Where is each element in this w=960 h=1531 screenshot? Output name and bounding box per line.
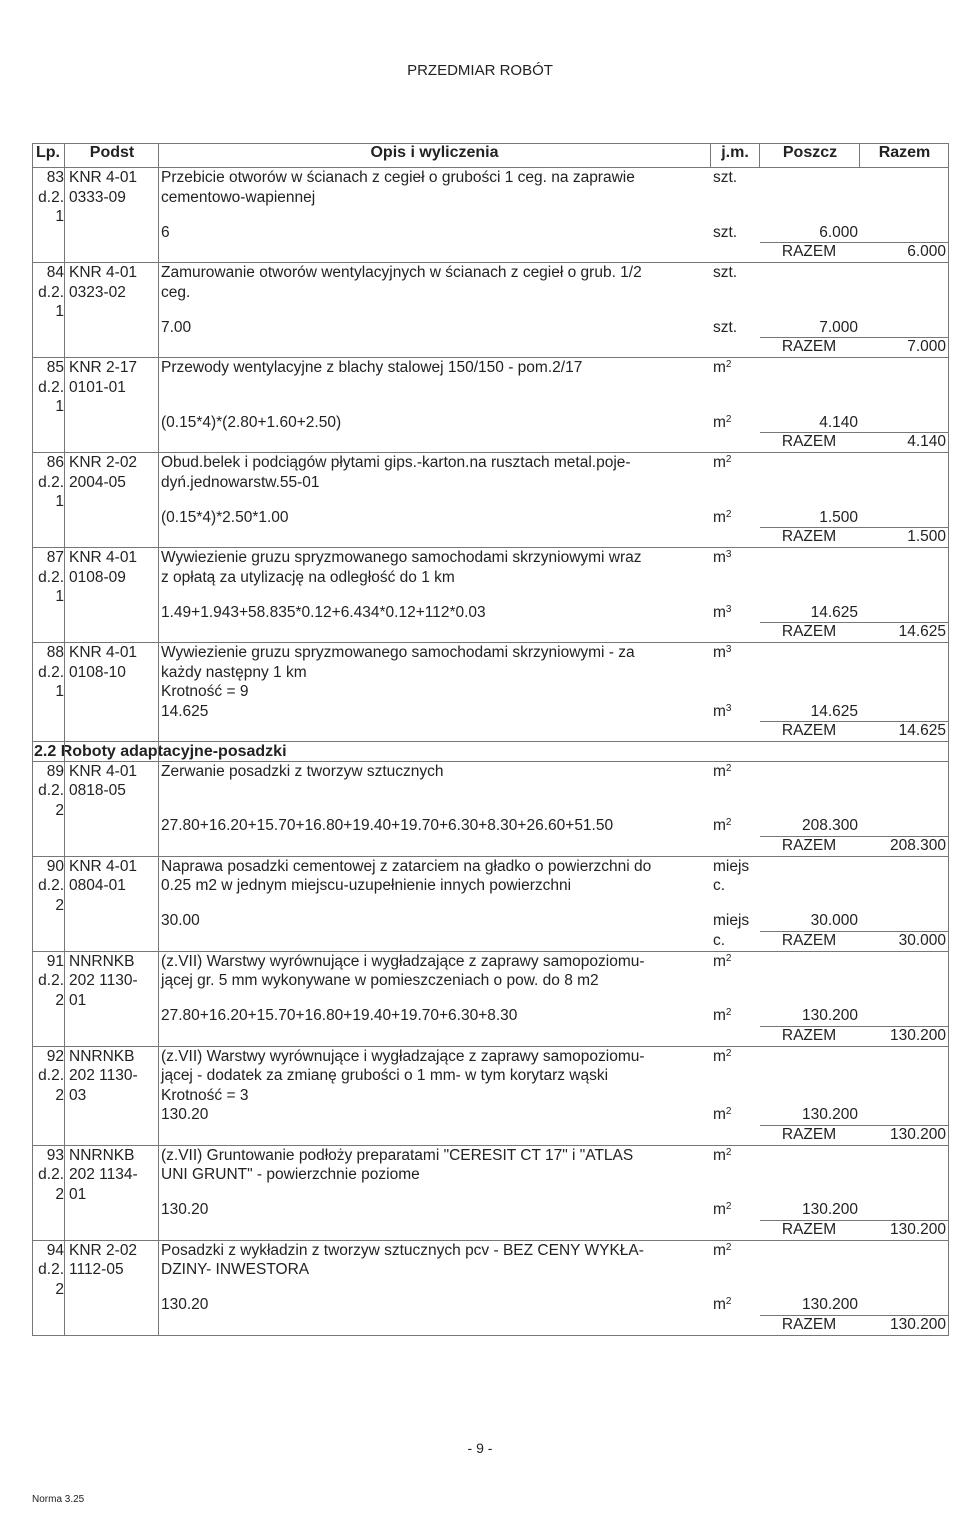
calc-unit: szt. [713,223,738,241]
calc-line: 6 [161,223,170,241]
item-lp: d.2. [38,188,64,206]
razem-label: RAZEM [781,1026,837,1044]
razem-label: RAZEM [781,1220,837,1238]
item-description: (z.VII) Gruntowanie podłoży preparatami "CERESIT CT 17" i "ATLAS [161,1146,634,1164]
item-basis: 01 [69,991,87,1009]
razem-value: 6.000 [907,243,946,260]
calc-value: 130.200 [801,1007,858,1024]
item-lp: 94 [46,1241,64,1259]
item-unit: $m^2$ [713,952,732,970]
column-rule [64,143,65,1335]
razem-value: 30.000 [898,931,946,949]
razem-label: RAZEM [781,338,837,355]
item-description: Naprawa posadzki cementowej z zatarciem na gładko o powierzchni do [161,857,652,875]
item-basis: 0108-10 [69,663,126,681]
calc-line: 27.80+16.20+15.70+16.80+19.40+19.70+6.30+8.30 [161,1007,518,1024]
razem-value: 130.200 [889,1125,946,1143]
item-basis: 2004-05 [69,473,126,491]
calc-unit: c. [713,931,726,949]
item-lp: d.2. [38,283,64,301]
item-description: dyń.jednowarstw.55-01 [161,473,320,491]
item-basis: 03 [69,1086,87,1104]
item-description: Posadzki z wykładzin z tworzyw sztucznych pcv - BEZ CENY WYKŁA- [161,1241,644,1259]
razem-value: 1.500 [907,528,946,545]
item-basis: 202 1134- [69,1166,138,1183]
razem-label: RAZEM [781,243,837,260]
item-description: Wywiezienie gruzu spryzmowanego samochodami skrzyniowymi wraz [161,549,642,566]
calc-value: 14.625 [810,702,858,720]
item-description: Zamurowanie otworów wentylacyjnych w ścianach z cegieł o grub. 1/2 [161,264,642,281]
column-rule [32,143,33,1335]
razem-label: RAZEM [781,722,837,739]
razem-value: 130.200 [889,1315,946,1333]
calc-line: 14.625 [161,702,209,720]
calc-value: 130.200 [801,1106,858,1123]
item-unit: $m^2$ [713,762,732,780]
item-lp: d.2. [38,972,64,989]
calc-value: 130.200 [801,1201,858,1218]
item-lp: 92 [46,1047,64,1065]
item-description: (z.VII) Warstwy wyrównujące i wygładzające z zaprawy samopoziomu- [161,952,645,970]
calc-value: 4.140 [819,413,858,431]
item-description: Obud.belek i podciągów płytami gips.-karton.na rusztach metal.poje- [161,454,631,471]
item-lp: 2 [55,1086,64,1104]
item-unit: $m^2$ [713,1146,732,1164]
item-lp: d.2. [38,1067,64,1084]
item-basis: 202 1130- [69,972,138,989]
item-description: (z.VII) Warstwy wyrównujące i wygładzające z zaprawy samopoziomu- [161,1047,645,1065]
calc-line: 130.20 [161,1106,209,1123]
item-basis: 0818-05 [69,782,126,799]
item-description: jącej - dodatek za zmianę grubości o 1 mm- w tym korytarz wąski [161,1067,609,1084]
item-basis: 1112-05 [69,1261,124,1278]
item-basis: KNR 4-01 [69,644,138,661]
item-lp: d.2. [38,378,64,396]
item-unit: c. [713,877,726,894]
header-jm: j.m. [721,144,749,161]
item-basis: KNR 2-02 [69,454,138,471]
calc-unit: $m^2$ [713,1106,732,1123]
item-lp: d.2. [38,568,64,586]
calc-unit: $m^2$ [713,1201,732,1218]
item-lp: 1 [55,398,64,415]
razem-value: 130.200 [889,1220,946,1238]
item-basis: KNR 4-01 [69,762,138,780]
item-lp: 83 [46,169,64,186]
item-lp: d.2. [38,1261,64,1278]
item-description: każdy następny 1 km [161,663,307,681]
column-rule [158,143,159,1335]
item-description: cementowo-wapiennej [161,188,316,206]
item-lp: 86 [46,454,64,471]
item-lp: 84 [46,264,64,281]
header-razem: Razem [878,144,931,161]
calc-unit: $m^2$ [713,508,732,526]
item-description: 0.25 m2 w jednym miejscu-uzupełnienie innych powierzchni [161,877,572,894]
item-lp: 2 [55,1280,64,1298]
calc-value: 1.500 [819,508,858,526]
item-lp: 87 [46,549,64,566]
item-basis: NNRNKB [69,1047,135,1065]
item-unit: $m^3$ [713,644,732,661]
page-number: - 9 - [467,1440,493,1456]
item-basis: KNR 2-02 [69,1241,138,1259]
item-lp: d.2. [38,877,64,894]
item-lp: 93 [46,1146,64,1164]
header-podst: Podst [89,144,135,161]
item-lp: 88 [46,644,64,661]
item-unit: $m^2$ [713,1241,732,1259]
item-lp: 90 [46,857,64,875]
calc-value: 130.200 [801,1296,858,1313]
column-rule [948,143,949,1335]
item-lp: d.2. [38,663,64,681]
header-opis: Opis i wyliczenia [370,144,499,161]
row-rule [32,1335,949,1336]
item-basis: 0333-09 [69,188,126,206]
item-description: z opłatą za utylizację na odległość do 1 km [161,568,455,586]
item-basis: KNR 4-01 [69,857,138,875]
header-poszcz: Poszcz [782,144,838,161]
razem-value: 14.625 [898,722,946,739]
item-basis: 202 1130- [69,1067,138,1084]
cost-estimate-table [32,143,949,1378]
item-description: Krotność = 9 [161,683,249,700]
section-header: 2.2 Roboty adaptacyjne-posadzki [34,742,287,760]
item-lp: 2 [55,801,64,819]
item-description: Przewody wentylacyjne z blachy stalowej 150/150 - pom.2/17 [161,359,583,376]
page-title: PRZEDMIAR ROBÓT [407,62,553,79]
item-lp: d.2. [38,473,64,491]
item-description: jącej gr. 5 mm wykonywane w pomieszczeniach o pow. do 8 m2 [161,972,599,989]
item-basis: 0323-02 [69,283,126,301]
item-description: Krotność = 3 [161,1086,249,1104]
item-lp: 1 [55,493,64,510]
item-lp: 2 [55,1185,64,1203]
footer-note: Norma 3.25 [32,1494,85,1505]
item-lp: 1 [55,303,64,320]
calc-unit: szt. [713,318,738,336]
item-lp: 89 [46,762,64,780]
item-basis: NNRNKB [69,952,135,970]
item-lp: 2 [55,896,64,914]
calc-line: 30.00 [161,912,200,929]
calc-value: 208.300 [801,817,858,834]
item-lp: 1 [55,683,64,700]
item-description: UNI GRUNT" - powierzchnie poziome [161,1166,420,1183]
item-unit: szt. [713,169,738,186]
razem-value: 208.300 [889,836,946,854]
razem-label: RAZEM [781,836,837,854]
razem-label: RAZEM [781,623,837,640]
item-description: Przebicie otworów w ścianach z cegieł o grubości 1 ceg. na zaprawie [161,169,635,186]
calc-unit: miejs [713,912,750,929]
calc-line: 7.00 [161,318,192,336]
calc-value: 30.000 [810,912,858,929]
item-lp: d.2. [38,1166,64,1183]
item-description: DZINY- INWESTORA [161,1261,310,1278]
item-lp: d.2. [38,782,64,799]
calc-value: 7.000 [819,318,858,336]
item-unit: $m^2$ [713,1047,732,1065]
razem-label: RAZEM [781,433,837,450]
calc-value: 6.000 [819,223,858,241]
item-unit: miejs [713,857,750,875]
item-basis: 0108-09 [69,568,126,586]
header-lp: Lp. [36,144,60,161]
column-rule [710,143,711,167]
calc-unit: $m^2$ [713,817,732,834]
item-unit: $m^3$ [713,549,732,566]
item-basis: 0101-01 [69,378,126,396]
calc-line: 27.80+16.20+15.70+16.80+19.40+19.70+6.30+8.30+26.60+51.50 [161,817,614,834]
item-basis: KNR 4-01 [69,549,138,566]
razem-label: RAZEM [781,1125,837,1143]
item-lp: 85 [46,359,64,376]
item-basis: KNR 2-17 [69,359,138,376]
item-basis: 01 [69,1185,87,1203]
calc-unit: $m^2$ [713,1007,732,1024]
razem-label: RAZEM [781,931,837,949]
item-description: ceg. [161,283,191,301]
item-basis: KNR 4-01 [69,169,138,186]
item-basis: NNRNKB [69,1146,135,1164]
item-lp: 1 [55,588,64,605]
item-basis: KNR 4-01 [69,264,138,281]
calc-line: 130.20 [161,1296,209,1313]
calc-line: (0.15*4)*(2.80+1.60+2.50) [161,413,342,431]
column-rule [859,143,860,167]
item-unit: $m^2$ [713,359,732,376]
razem-label: RAZEM [781,528,837,545]
item-basis: 0804-01 [69,877,126,894]
item-unit: szt. [713,264,738,281]
calc-value: 14.625 [810,603,858,621]
column-rule [759,143,760,167]
calc-unit: $m^3$ [713,702,732,720]
item-lp: 1 [55,208,64,225]
razem-value: 14.625 [898,623,946,640]
calc-unit: $m^2$ [713,1296,732,1313]
calc-line: 1.49+1.943+58.835*0.12+6.434*0.12+112*0.03 [161,603,486,621]
item-lp: 91 [46,952,64,970]
item-description: Wywiezienie gruzu spryzmowanego samochodami skrzyniowymi - za [161,644,635,661]
calc-line: (0.15*4)*2.50*1.00 [161,508,289,526]
item-description: Zerwanie posadzki z tworzyw sztucznych [161,762,444,780]
item-unit: $m^2$ [713,454,732,471]
row-rule [32,143,949,144]
razem-value: 130.200 [889,1026,946,1044]
razem-value: 4.140 [907,433,946,450]
razem-label: RAZEM [781,1315,837,1333]
calc-unit: $m^2$ [713,413,732,431]
razem-value: 7.000 [907,338,946,355]
calc-unit: $m^3$ [713,603,732,621]
item-lp: 2 [55,991,64,1009]
calc-line: 130.20 [161,1201,209,1218]
